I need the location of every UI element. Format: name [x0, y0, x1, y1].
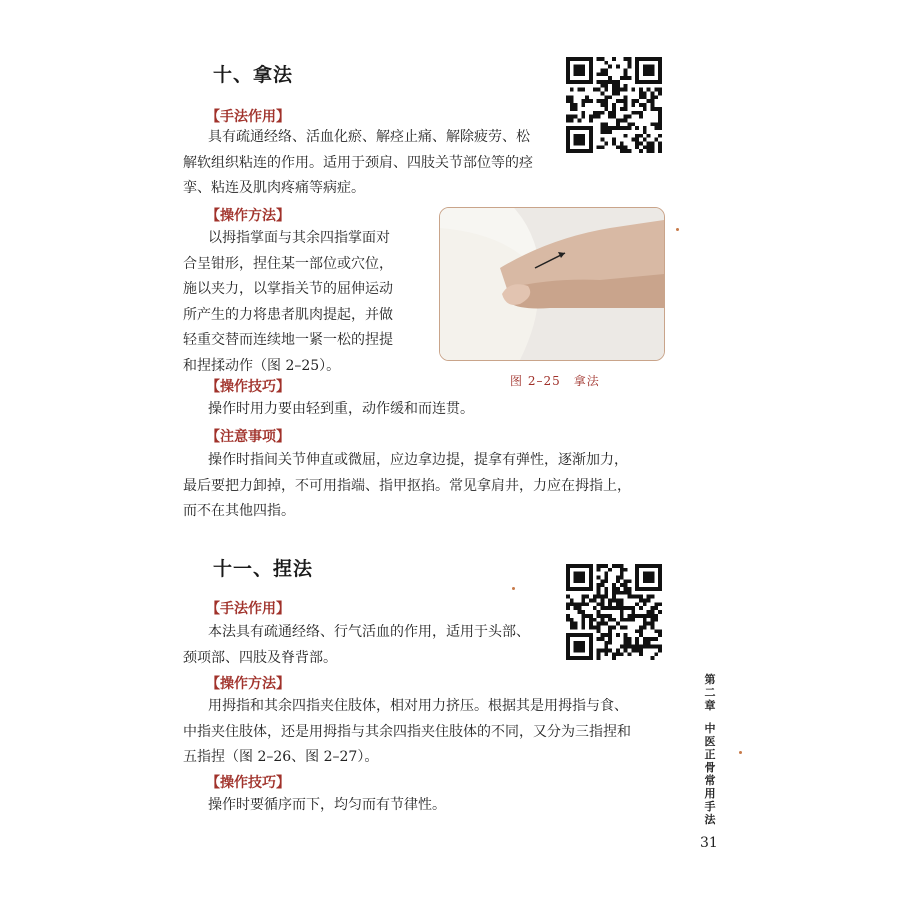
text-line: 中指夹住肢体，还是用拇指与其余四指夹住肢体的不同，又分为三指捏和 [183, 723, 631, 740]
qr-code-na-fa[interactable] [566, 57, 662, 153]
figure-caption-2-25: 图 2–25 拿法 [510, 374, 600, 388]
effect-paragraph-1 [183, 125, 558, 202]
label-method-2: 【操作方法】 [206, 676, 290, 692]
qr-code-nie-fa[interactable] [566, 564, 662, 660]
label-notes: 【注意事项】 [206, 429, 290, 445]
skill-paragraph-1 [208, 397, 668, 423]
chapter-title-vertical: 中 医 正 骨 常 用 手 法 [704, 722, 716, 826]
page-number: 31 [700, 835, 718, 851]
decorative-speck [676, 228, 679, 231]
text-line: 以拇指掌面与其余四指掌面对 [208, 230, 390, 246]
label-method-1: 【操作方法】 [206, 208, 290, 224]
text-line: 和捏揉动作（图 2–25）。 [183, 357, 341, 374]
label-skill-1: 【操作技巧】 [206, 379, 290, 395]
label-effect-2: 【手法作用】 [206, 601, 290, 617]
decorative-speck [739, 751, 742, 754]
text-line: 操作时要循序而下，均匀而有节律性。 [208, 797, 446, 813]
label-effect-1: 【手法作用】 [206, 109, 290, 125]
text-line: 挛、粘连及肌肉疼痛等病症。 [183, 180, 365, 196]
text-line: 合呈钳形，捏住某一部位或穴位， [183, 255, 393, 272]
hand-grasping-arm-illustration [440, 208, 664, 360]
section-title-nie-fa: 十一、捏法 [213, 558, 314, 580]
text-line: 所产生的力将患者肌肉提起，并做 [183, 306, 393, 323]
text-line: 操作时用力要由轻到重，动作缓和而连贯。 [208, 401, 474, 417]
text-line: 具有疏通经络、活血化瘀、解痉止痛、解除疲劳、松 [208, 129, 530, 145]
skill-paragraph-2 [208, 793, 668, 819]
text-line: 颈项部、四肢及脊背部。 [183, 649, 337, 666]
method-paragraph-2 [183, 694, 683, 771]
text-line: 施以夹力，以掌指关节的屈伸运动 [183, 281, 393, 297]
text-line: 本法具有疏通经络、行气活血的作用，适用于头部、 [208, 624, 530, 640]
effect-paragraph-2 [183, 620, 563, 671]
chapter-number-vertical: 第 二 章 [704, 673, 716, 712]
decorative-speck [512, 587, 515, 590]
text-line: 五指捏（图 2–26、图 2–27）。 [183, 749, 379, 765]
text-line: 轻重交替而连续地一紧一松的捏提 [183, 332, 393, 348]
text-line: 而不在其他四指。 [183, 503, 295, 519]
text-line: 用拇指和其余四指夹住肢体，相对用力挤压。根据其是用拇指与食、 [208, 698, 628, 714]
section-title-na-fa: 十、拿法 [213, 64, 294, 86]
text-line: 操作时指间关节伸直或微屈，应边拿边提，提拿有弹性，逐渐加力， [208, 452, 628, 468]
text-line: 最后要把力卸掉，不可用指端、指甲抠掐。常见拿肩井，力应在拇指上， [183, 477, 631, 494]
figure-2-25-photo [439, 207, 665, 361]
method-paragraph-1 [183, 226, 433, 379]
label-skill-2: 【操作技巧】 [206, 775, 290, 791]
text-line: 解软组织粘连的作用。适用于颈肩、四肢关节部位等的痉 [183, 154, 533, 171]
notes-paragraph [183, 448, 683, 525]
